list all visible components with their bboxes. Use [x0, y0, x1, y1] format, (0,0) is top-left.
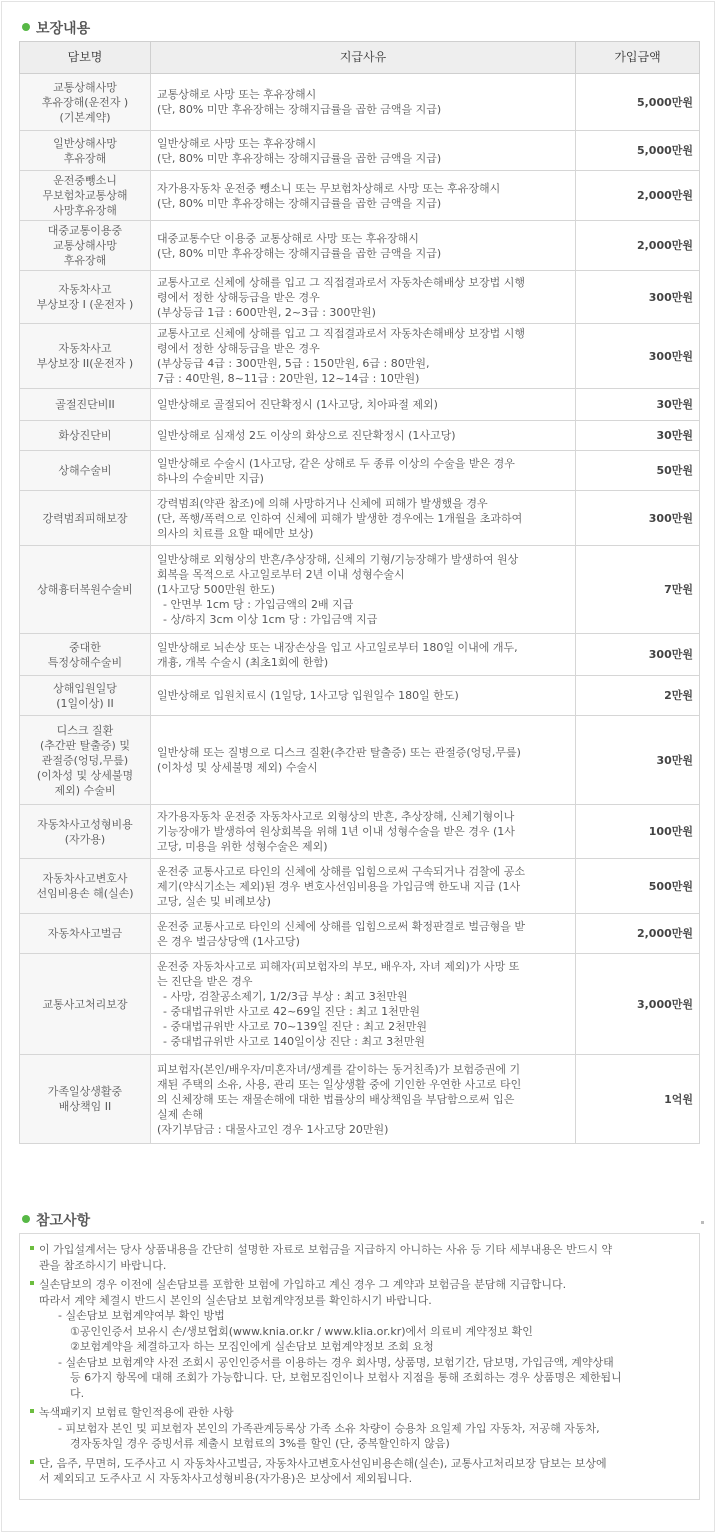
coverage-reason-line: 은 경우 벌금상당액 (1사고당): [157, 934, 300, 948]
coverage-reason-line: 자가용자동차 운전중 뺑소니 또는 무보험차상해로 사망 또는 후유장해시: [157, 181, 501, 195]
coverage-table-header-row: [20, 42, 700, 74]
coverage-reason-line: 일반상해 또는 질병으로 디스크 질환(추간판 탈출증) 또는 관절증(엉덩,무릎): [157, 746, 521, 759]
coverage-name-line: 중대한: [69, 640, 101, 654]
coverage-name-cell: [20, 634, 151, 676]
coverage-amount-cell: 50만원: [576, 451, 700, 491]
coverage-name-cell: [20, 859, 151, 914]
coverage-name-line: 화상진단비: [58, 429, 112, 442]
coverage-amount-cell: 300만원: [576, 324, 700, 389]
table-row: [20, 324, 700, 389]
table-row: [20, 131, 700, 171]
header-name: 담보명: [20, 42, 151, 74]
coverage-reason-line: 교통상해로 사망 또는 후유장해시: [157, 88, 317, 101]
table-row: [20, 676, 700, 716]
coverage-reason-line: 실제 손해: [157, 1107, 204, 1121]
coverage-reason-cell: [151, 634, 576, 676]
coverage-name-line: 상해수술비: [58, 464, 112, 477]
table-row: [20, 221, 700, 271]
coverage-title-text: 보장내용: [36, 21, 91, 37]
coverage-reason-line: 제기(약식기소는 제외)된 경우 변호사선임비용을 가입금액 한도내 지급 (1사: [157, 879, 521, 893]
coverage-reason-line: 일반상해로 심재성 2도 이상의 화상으로 진단확정시 (1사고당): [157, 429, 456, 442]
coverage-name-cell: [20, 805, 151, 859]
coverage-reason-cell: [151, 546, 576, 634]
table-row: [20, 716, 700, 805]
coverage-name-line: 교통상해사망: [53, 80, 117, 94]
coverage-name-line: 자동차사고: [58, 342, 112, 355]
coverage-name-line: 사망후유장해: [53, 204, 117, 217]
coverage-name-line: 배상책임 II: [58, 1100, 112, 1113]
coverage-reason-line: (단, 80% 미만 후유장해는 장해지급률을 곱한 금액을 지급): [157, 246, 442, 260]
coverage-name-line: (이차성 및 상세불명: [36, 768, 134, 782]
bullet-dot-icon: [22, 1215, 30, 1223]
note-line: 서 제외되고 도주사고 시 자동차사고성형비용(자가용)은 보상에서 제외됩니다.: [39, 1472, 413, 1485]
coverage-amount-cell: 2만원: [576, 676, 700, 716]
side-mark: [701, 1221, 704, 1224]
coverage-name-cell: [20, 451, 151, 491]
coverage-reason-line: 교통사고로 신체에 상해를 입고 그 직접결과로서 자동차손해배상 보장법 시행: [157, 275, 526, 289]
note-line: 경자동차일 경우 증빙서류 제출시 보험료의 3%를 할인 (단, 중복할인하지 않음): [70, 1437, 450, 1450]
coverage-reason-line: - 중대법규위반 사고로 42~69일 진단 : 최고 1천만원: [163, 1005, 421, 1018]
coverage-amount-cell: 3,000만원: [576, 954, 700, 1055]
coverage-name-line: 대중교통이용중: [47, 224, 123, 237]
coverage-amount-cell: 7만원: [576, 546, 700, 634]
coverage-name-line: 골절진단비II: [55, 398, 115, 411]
coverage-name-line: 디스크 질환: [56, 723, 114, 737]
coverage-reason-cell: [151, 131, 576, 171]
coverage-amount-cell: 500만원: [576, 859, 700, 914]
coverage-name-line: 상해흉터복원수술비: [37, 583, 133, 596]
coverage-reason-cell: [151, 389, 576, 421]
coverage-name-line: (기본계약): [59, 110, 111, 124]
coverage-reason-cell: [151, 1055, 576, 1144]
coverage-amount-cell: 1억원: [576, 1055, 700, 1144]
note-line: 따라서 계약 체결시 반드시 본인의 실손담보 보험계약정보를 확인하시기 바랍니다.: [39, 1293, 432, 1307]
note-line: - 실손담보 보험계약 사전 조회시 공인인증서를 이용하는 경우 회사명, 상품명, 보험기간, 담보명, 가입금액, 계약상태: [58, 1355, 614, 1369]
coverage-reason-line: 령에서 정한 상해등급을 받은 경우: [157, 342, 320, 355]
coverage-reason-line: 고당, 실손 및 비례보상): [157, 894, 271, 908]
coverage-reason-cell: [151, 421, 576, 451]
coverage-name-line: 부상보장 II(운전자 ): [36, 357, 134, 370]
coverage-name-cell: [20, 324, 151, 389]
coverage-name-cell: [20, 389, 151, 421]
coverage-name-line: 자동차사고변호사: [42, 872, 128, 885]
coverage-amount-cell: 100만원: [576, 805, 700, 859]
coverage-reason-line: (부상등급 4급 : 300만원, 5급 : 150만원, 6급 : 80만원,: [157, 357, 430, 370]
coverage-reason-line: 운전중 교통사고로 타인의 신체에 상해를 입힘으로써 확정판결로 벌금형을 받: [157, 919, 526, 933]
coverage-reason-line: 하나의 수술비만 지급): [157, 471, 264, 485]
coverage-reason-line: (단, 80% 미만 후유장해는 장해지급률을 곱한 금액을 지급): [157, 196, 442, 210]
table-row: [20, 74, 700, 131]
note-line: 등 6가지 항목에 대해 조회가 가능합니다. 단, 보험모집인이나 보험사 지점을 통해 조회하는 경우 상품명은 제한됩니: [70, 1371, 622, 1384]
coverage-name-cell: [20, 546, 151, 634]
coverage-name-line: 운전중뺑소니: [53, 174, 117, 187]
coverage-reason-line: 일반상해로 뇌손상 또는 내장손상을 입고 사고일로부터 180일 이내에 개두,: [157, 640, 518, 654]
coverage-reason-line: 교통사고로 신체에 상해를 입고 그 직접결과로서 자동차손해배상 보장법 시행: [157, 327, 526, 340]
coverage-reason-line: - 중대법규위반 사고로 140일이상 진단 : 최고 3천만원: [163, 1035, 426, 1048]
coverage-name-line: 강력범죄피해보장: [42, 511, 128, 525]
coverage-reason-line: 의사의 치료를 요할 때에만 보상): [157, 526, 314, 540]
table-row: [20, 421, 700, 451]
coverage-reason-line: 의 신체장해 또는 재물손해에 대한 법률상의 배상책임을 부담함으로써 입은: [157, 1092, 515, 1106]
coverage-reason-cell: [151, 451, 576, 491]
coverage-reason-line: (단, 80% 미만 후유장해는 장해지급률을 곱한 금액을 지급): [157, 151, 442, 165]
coverage-name-line: 무보험차교통상해: [42, 189, 128, 202]
coverage-reason-line: 일반상해로 골절되어 진단확정시 (1사고당, 치아파절 제외): [157, 398, 438, 411]
coverage-amount-cell: 300만원: [576, 634, 700, 676]
table-row: [20, 954, 700, 1055]
coverage-reason-line: 재된 주택의 소유, 사용, 관리 또는 일상생활 중에 기인한 우연한 사고로 타인: [157, 1077, 522, 1091]
coverage-reason-cell: [151, 914, 576, 954]
coverage-name-cell: [20, 914, 151, 954]
header-reason: 지급사유: [151, 42, 576, 74]
coverage-name-cell: [20, 954, 151, 1055]
coverage-reason-line: 운전중 자동차사고로 피해자(피보험자의 부모, 배우자, 자녀 제외)가 사망 또: [157, 960, 520, 973]
coverage-amount-cell: 30만원: [576, 389, 700, 421]
coverage-reason-line: 자가용자동차 운전중 자동차사고로 외형상의 반흔, 추상장해, 신체기형이나: [157, 810, 515, 823]
coverage-reason-line: (이차성 및 상세불명 제외) 수술시: [157, 761, 318, 774]
coverage-reason-line: 강력범죄(약관 참조)에 의해 사망하거나 신체에 피해가 발생했을 경우: [157, 496, 488, 510]
coverage-reason-line: (자기부담금 : 대물사고인 경우 1사고당 20만원): [157, 1122, 389, 1136]
notes-box: [19, 1233, 700, 1500]
coverage-name-cell: [20, 74, 151, 131]
coverage-name-line: (자가용): [64, 832, 106, 846]
coverage-reason-line: 일반상해로 외형상의 반흔/추상장해, 신체의 기형/기능장해가 발생하여 원상: [157, 553, 519, 566]
coverage-table: [19, 41, 700, 1144]
coverage-reason-line: 기능장애가 발생하여 원상회복을 위해 1년 이내 성형수술을 받은 경우 (1사: [157, 825, 515, 838]
table-row: [20, 491, 700, 546]
coverage-name-line: 일반상해사망: [53, 136, 117, 150]
coverage-reason-line: 대중교통수단 이용중 교통상해로 사망 또는 후유장해시: [157, 231, 419, 245]
coverage-reason-line: 는 진단을 받은 경우: [157, 975, 253, 988]
coverage-reason-cell: [151, 805, 576, 859]
coverage-reason-line: 령에서 정한 상해등급을 받은 경우: [157, 290, 320, 304]
coverage-amount-cell: 300만원: [576, 491, 700, 546]
coverage-name-line: (추간판 탈출증) 및: [40, 738, 130, 752]
coverage-name-line: 관절증(엉덩,무릎): [41, 753, 129, 767]
coverage-name-cell: [20, 131, 151, 171]
coverage-amount-cell: 2,000만원: [576, 914, 700, 954]
note-bullet-line: 이 가입설계서는 당사 상품내용을 간단히 설명한 자료로 보험금을 지급하지 아니하는 사유 등 기타 세부내용은 반드시 약: [30, 1242, 691, 1258]
coverage-name-line: 자동차사고성형비용: [37, 817, 133, 831]
coverage-name-line: 제외) 수술비: [54, 783, 116, 797]
coverage-reason-line: 일반상해로 사망 또는 후유장해시: [157, 136, 317, 150]
coverage-amount-cell: 2,000만원: [576, 171, 700, 221]
coverage-reason-line: (단, 폭행/폭력으로 인하여 신체에 피해가 발생한 경우에는 1개월을 초과하여: [157, 511, 523, 525]
notes-section-title: [22, 1210, 90, 1230]
coverage-name-cell: [20, 491, 151, 546]
coverage-reason-cell: [151, 221, 576, 271]
coverage-name-line: 교통상해사망: [53, 239, 117, 252]
coverage-reason-line: 7급 : 40만원, 8~11급 : 20만원, 12~14급 : 10만원): [157, 372, 420, 385]
coverage-section-title: [22, 18, 90, 38]
table-row: [20, 546, 700, 634]
coverage-amount-cell: 30만원: [576, 421, 700, 451]
coverage-reason-line: 일반상해로 입원치료시 (1일당, 1사고당 입원일수 180일 한도): [157, 689, 459, 702]
coverage-reason-cell: [151, 491, 576, 546]
note-line: - 피보험자 본인 및 피보험자 본인의 가족관계등록상 가족 소유 차량이 승용차 요일제 가입 자동차, 저공해 자동차,: [58, 1421, 600, 1435]
table-row: [20, 271, 700, 324]
table-row: [20, 914, 700, 954]
note-bullet-line: 단, 음주, 무면허, 도주사고 시 자동차사고벌금, 자동차사고변호사선임비용손해(실손), 교통사고처리보장 담보는 보상에: [30, 1456, 691, 1472]
note-line: 다.: [70, 1386, 85, 1400]
coverage-reason-cell: [151, 676, 576, 716]
coverage-name-line: 특정상해수술비: [47, 655, 123, 669]
coverage-reason-line: 고당, 미용을 위한 성형수술은 제외): [157, 840, 328, 853]
table-row: [20, 634, 700, 676]
table-row: [20, 451, 700, 491]
coverage-amount-cell: 300만원: [576, 271, 700, 324]
coverage-amount-cell: 5,000만원: [576, 74, 700, 131]
coverage-name-cell: [20, 171, 151, 221]
coverage-reason-line: 개흉, 개복 수술시 (최초1회에 한함): [157, 655, 329, 669]
coverage-reason-line: 운전중 교통사고로 타인의 신체에 상해를 입힘으로써 구속되거나 검찰에 공소: [157, 864, 526, 878]
note-line: ②보험계약을 체결하고자 하는 모집인에게 실손담보 보험계약정보 조회 요청: [70, 1340, 434, 1353]
coverage-name-cell: [20, 1055, 151, 1144]
coverage-reason-cell: [151, 324, 576, 389]
coverage-name-line: 부상보장 I (운전자 ): [36, 298, 134, 311]
coverage-name-line: 교통사고처리보장: [42, 997, 128, 1011]
coverage-reason-line: 피보험자(본인/배우자/미혼자녀/생계를 같이하는 동거친족)가 보험증권에 기: [157, 1062, 521, 1076]
coverage-amount-cell: 2,000만원: [576, 221, 700, 271]
coverage-amount-cell: 30만원: [576, 716, 700, 805]
note-line: ①공인인증서 보유시 손/생보협회(www.knia.or.kr / www.klia.or.kr)에서 의료비 계약정보 확인: [70, 1324, 533, 1338]
coverage-name-line: 가족일상생활중: [47, 1085, 123, 1098]
table-row: [20, 859, 700, 914]
coverage-name-line: 후유장해: [63, 254, 107, 267]
table-row: [20, 805, 700, 859]
coverage-reason-line: - 안면부 1cm 당 : 가입금액의 2배 지급: [163, 598, 354, 611]
note-bullet-line: 녹색패키지 보험료 할인적용에 관한 사항: [30, 1405, 691, 1421]
coverage-reason-cell: [151, 859, 576, 914]
coverage-amount-cell: 5,000만원: [576, 131, 700, 171]
coverage-name-line: 후유장해(운전자 ): [41, 95, 129, 109]
coverage-reason-line: - 중대법규위반 사고로 70~139일 진단 : 최고 2천만원: [163, 1020, 427, 1033]
coverage-name-line: 자동차사고벌금: [47, 927, 123, 940]
coverage-name-cell: [20, 421, 151, 451]
coverage-reason-cell: [151, 954, 576, 1055]
coverage-name-line: (1일이상) II: [56, 696, 114, 710]
table-row: [20, 1055, 700, 1144]
coverage-name-line: 후유장해: [63, 151, 107, 165]
coverage-name-cell: [20, 221, 151, 271]
coverage-reason-line: (부상등급 1급 : 600만원, 2~3급 : 300만원): [157, 305, 376, 319]
coverage-reason-line: 회복을 목적으로 사고일로부터 2년 이내 성형수술시: [157, 568, 405, 581]
coverage-reason-cell: [151, 171, 576, 221]
coverage-name-line: 선임비용손 해(실손): [36, 887, 134, 900]
coverage-name-line: 상해입원일당: [53, 681, 117, 695]
table-row: [20, 389, 700, 421]
coverage-name-cell: [20, 271, 151, 324]
coverage-name-line: 자동차사고: [58, 283, 112, 296]
coverage-reason-line: - 사망, 검찰공소제기, 1/2/3급 부상 : 최고 3천만원: [163, 990, 408, 1003]
note-bullet-line: 실손담보의 경우 이전에 실손담보를 포함한 보험에 가입하고 계신 경우 그 계약과 보험금을 분담해 지급합니다.: [30, 1277, 691, 1293]
coverage-reason-cell: [151, 716, 576, 805]
coverage-reason-cell: [151, 271, 576, 324]
coverage-table-body: [20, 74, 700, 1144]
bullet-dot-icon: [22, 23, 30, 31]
table-row: [20, 171, 700, 221]
coverage-reason-line: - 상/하지 3cm 이상 1cm 당 : 가입금액 지급: [163, 613, 378, 626]
coverage-name-cell: [20, 676, 151, 716]
coverage-name-cell: [20, 716, 151, 805]
note-line: - 실손담보 보험계약여부 확인 방법: [58, 1309, 225, 1322]
notes-title-text: 참고사항: [36, 1213, 91, 1229]
note-line: 관을 참조하시기 바랍니다.: [39, 1258, 167, 1272]
coverage-reason-line: (1사고당 500만원 한도): [157, 583, 275, 596]
header-amount: 가입금액: [576, 42, 700, 74]
coverage-reason-line: (단, 80% 미만 후유장해는 장해지급률을 곱한 금액을 지급): [157, 103, 442, 116]
coverage-reason-cell: [151, 74, 576, 131]
coverage-reason-line: 일반상해로 수술시 (1사고당, 같은 상해로 두 종류 이상의 수술을 받은 경우: [157, 456, 515, 470]
